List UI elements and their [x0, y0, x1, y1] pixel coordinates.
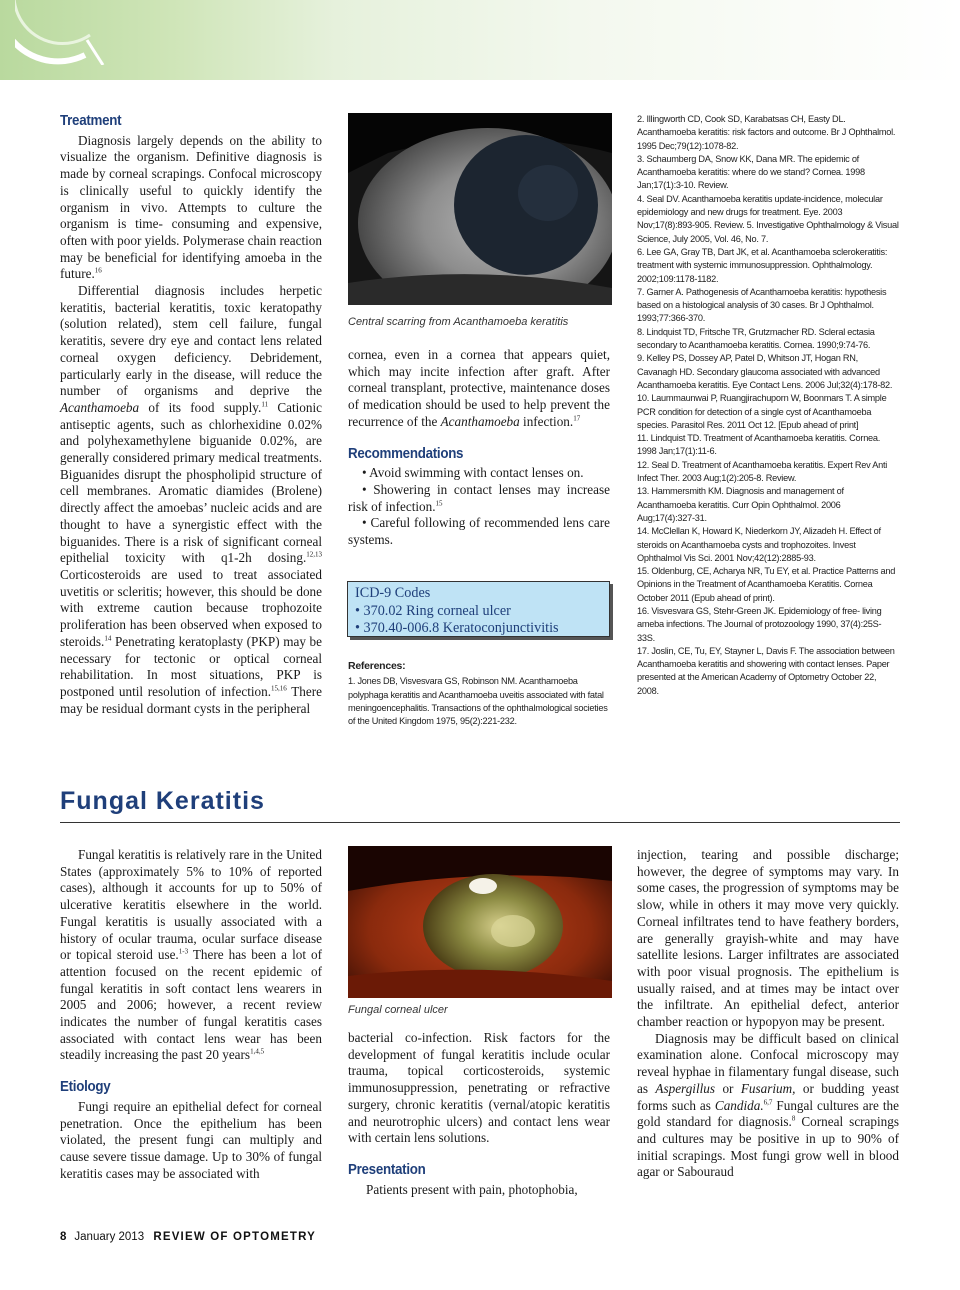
icd-code-line: • 370.40-006.8 Keratoconjunctivitis [355, 620, 559, 636]
fungal-left-column [60, 847, 322, 1182]
references-title: References: [348, 660, 406, 672]
icd-code-line: • 370.02 Ring corneal ulcer [355, 602, 511, 619]
reference-item: 6. Lee GA, Gray TB, Dart JK, et al. Acanthamoeba sclerokeratitis: treatment with systemic immunosuppression. Ophthalmology. 2002;109:1178-1182. [637, 246, 888, 284]
treatment-paragraph-1: Diagnosis largely depends on the ability to visualize the organism. Definitive diagnosis is made by corneal scrapings. Confocal microscopy is clinically useful to quickly identify the organism in vivo. Attempts to culture the organism is time- consuming and expensive, often with poor yields. Polymerase chain reaction may be beneficial for identifying amoeba in the future.$^{16}$ [60, 132, 322, 282]
icd-codes-box [347, 581, 610, 637]
middle-column-top [348, 347, 610, 549]
presentation-heading: Presentation [348, 1161, 426, 1178]
reference-item: 3. Schaumberg DA, Snow KK, Dana MR. The epidemic of Acanthamoeba keratitis: where do we stand? Cornea. 1998 Jan;17(1):3-10. Review. [637, 153, 865, 191]
recommendation-item: • Careful following of recommended lens care systems. [348, 515, 610, 548]
symptoms-paragraph: injection, tearing and possible discharge; however, the degree of symptoms may vary. In some cases, the progression of symptoms may be slow, while in others it may move very quickly. Corneal infiltrates tend to have feathery borders, are generally grayish-white and may have satellite lesions. Larger infiltrates are associated with poor visual prognosis. The epithelium is usually raised, and at times may be intact over the infiltrate. An epithelial defect, anterior chamber reaction or hypopyon may be present. [637, 847, 899, 1030]
reference-item: 12. Seal D. Treatment of Acanthamoeba keratitis. Expert Rev Anti Infect Ther. 2003 Aug;1(2):205-8. Review. [637, 459, 888, 484]
acanthamoeba-eye-photo [348, 113, 612, 305]
reference-item: 10. Laummaunwai P, Ruangjirachuporn W, Boonmars T. A simple PCR condition for detection of a single cyst of Acanthamoeba species. Parasitol Res. 2011 Oct 12. [Epub ahead of print] [637, 393, 887, 430]
treatment-column [60, 113, 322, 717]
reference-item: 13. Hammersmith KM. Diagnosis and management of Acanthamoeba keratitis. Curr Opin Ophthalmol. 2006 Aug;17(4):327-31. [637, 486, 844, 523]
reference-item: 9. Kelley PS, Dossey AP, Patel D, Whitson JT, Hogan RN, Cavanagh HD. Secondary glaucoma associated with advanced Acanthamoeba keratitis. Eye Contact Lens. 2006 Jul;32(4):178-82. [637, 353, 893, 390]
presentation-paragraph: Patients present with pain, photophobia, [366, 1181, 578, 1197]
references-list [637, 113, 899, 698]
page-footer [60, 1231, 316, 1243]
recommendation-item: • Showering in contact lenses may increase risk of infection.$^{15}$ [348, 481, 610, 514]
reference-item: 17. Joslin, CE, Tu, EY, Stayner L, Davis F. The association between Acanthamoeba keratitis and showering with contact lenses. Paper presented at the American Academy of Optometry October 22, 2008. [637, 645, 895, 696]
fungal-ulcer-photo [348, 846, 612, 998]
reference-item: 15. Oldenburg, CE, Acharya NR, Tu EY, et al. Practice Patterns and Opinions in the Treatment of Acanthamoeba Keratitis. Cornea October 2011 (Epub ahead of print). [637, 566, 896, 603]
graft-paragraph: cornea, even in a cornea that appears quiet, which may incite infection after graft. After corneal transplant, protective, maintenance doses of medication should be used to help prevent the recurrence of the Acanthamoeba infection.$^{17}$ [348, 347, 610, 429]
etiology-paragraph: Fungi require an epithelial defect for corneal penetration. Once the epithelium has been violated, the present fungi can multiply and cause severe tissue damage. Up to 30% of fungal keratitis cases may be associated with [60, 1098, 322, 1181]
reference-item: 14. McClellan K, Howard K, Niederkorn JY, Alizadeh H. Effect of steroids on Acanthamoeba cysts and trophozoites. Invest Ophthalmol Vis Sci. 2001 Nov;42(12):2885-93. [637, 526, 881, 563]
reference-item: 11. Lindquist TD. Treatment of Acanthamoeba keratitis. Cornea. 1998 Jan;17(1):11-6. [637, 433, 881, 457]
recommendations-list [348, 465, 610, 549]
recommendations-heading: Recommendations [348, 445, 464, 462]
risk-factors-paragraph: bacterial co-infection. Risk factors for the development of fungal keratitis include ocular trauma, topical corticosteroids, systemic immunosuppression, penetrating or refractive surgery, chronic keratitis (vernal/atopic keratitis and neurotrophic ulcers) and contact lens wear with certain lens solutions. [348, 1030, 610, 1146]
references-block [348, 660, 612, 728]
reference-item: 4. Seal DV. Acanthamoeba keratitis update-incidence, molecular epidemiology and new drugs for treatment. Eye. 2003 Nov;17(8):893-905. Review. 5. Investigative Ophthalmology & Visual Science, July 2005, Vol. 46, No. 7. [637, 193, 899, 244]
reference-item: 7. Garner A. Pathogenesis of Acanthamoeba keratitis: hypothesis based on a histological analysis of 30 cases. Br J Ophthalmol. 1993;77:366-370. [637, 286, 887, 324]
section-divider [60, 822, 900, 823]
reference-item: 1. Jones DB, Visvesvara GS, Robinson NM. Acanthamoeba polyphaga keratitis and Acanthamoeba uveitis associated with fatal meningoencephalitis. Transactions of the ophthalmological societies of the United Kingdom 1975, 95(2):221-232. [348, 676, 608, 727]
reference-item: 8. Lindquist TD, Fritsche TR, Grutzmacher RD. Scleral ectasia secondary to Acanthamoeba keratitis. Cornea. 1990;9:74-76. [637, 326, 875, 351]
section-title: Fungal Keratitis [60, 787, 265, 815]
diagnosis-paragraph: Diagnosis may be difficult based on clinical examination alone. Confocal microscopy may reveal hyphae in filamentary fungal disease, such as Aspergillus or Fusarium, or budding yeast forms such as Candida.$^{6,7}$ Fungal cultures are the gold standard for diagnosis.$^8$ Corneal scrapings and cultures may be positive in up to 90% of initial scrapings. Most fungi grow well in blood agar or Sabouraud [637, 1030, 900, 1180]
reference-item: 16. Visvesvara GS, Stehr-Green JK. Epidemiology of free- living ameba infections. The Journal of protozoology 1990, 37(4):25S-33S. [637, 605, 882, 643]
icd-title: ICD-9 Codes [355, 585, 431, 601]
fungal-right-column [637, 847, 899, 1181]
page-number: 8 [60, 1231, 67, 1243]
treatment-heading: Treatment [60, 113, 122, 129]
fungal-middle-column [348, 1030, 610, 1198]
figure-2-caption: Fungal corneal ulcer [348, 1004, 448, 1016]
issue-date: January 2013 [74, 1231, 145, 1243]
fungal-intro-paragraph: Fungal keratitis is relatively rare in the United States (approximately 5% to 10% of reported cases), although it accounts for up to 50% of ulcerative keratitis elsewhere in the world. Fungal keratitis is usually associated with a history of ocular trauma, ocular surface disease or topical steroid use.$^{1-3}$ There has been a lot of attention focused on the recent epidemic of fungal keratitis in soft contact lens wearers in 2005 and 2006; however, a recent review indicates the number of fungal keratitis cases associated with contact lens wear has been steadily increasing the past 20 years$^{1,4,5}$ [60, 847, 323, 1063]
figure-1-caption: Central scarring from Acanthamoeba keratitis [348, 316, 569, 328]
treatment-paragraph-2: Differential diagnosis includes herpetic keratitis, bacterial keratitis, toxic keratopathy (solution related), stem cell failure, fungal keratitis, severe dry eye and contact lens related corneal oxygen deficiency. Debridement, particularly early in the disease, will reduce the number of organisms and deprive the Acanthamoeba of its food supply.$^{11}$ Cationic antiseptic agents, such as chlorhexidine 0.02% and polyhexamethylene biguanide 0.02%, are generally considered primary medical treatments. Biguanides disrupt the phospholipid structure of cell membranes. Aromatic diamides (Brolene) directly affect the amoebas’ nucleic acids and are thought to have a synergistic effect with the biguanides. There is a risk of significant corneal epithelial toxicity with q1-2h dosing.$^{12,13}$ Corticosteroids are used to treat associated uvetitis or scleritis; however, this should be done with extreme caution because trophozoite proliferation has been observed when exposed to steroids.$^{14}$ Penetrating keratoplasty (PKP) may be necessary for tectonic or optical corneal rehabilitation. In most situations, PKP is postponed until resolution of infection.$^{15,16}$ There may be residual dormant cysts in the peripheral [60, 283, 323, 716]
etiology-heading: Etiology [60, 1079, 111, 1096]
recommendation-item: • Avoid swimming with contact lenses on. [362, 465, 584, 481]
header-banner [0, 0, 960, 80]
reference-item: 2. Illingworth CD, Cook SD, Karabatsas CH, Easty DL. Acanthamoeba keratitis: risk factors and outcome. Br J Ophthalmol. 1995 Dec;79(12):1078-82. [637, 114, 896, 151]
decorative-ring-graphic [15, 0, 105, 65]
magazine-name: REVIEW OF OPTOMETRY [153, 1231, 317, 1243]
